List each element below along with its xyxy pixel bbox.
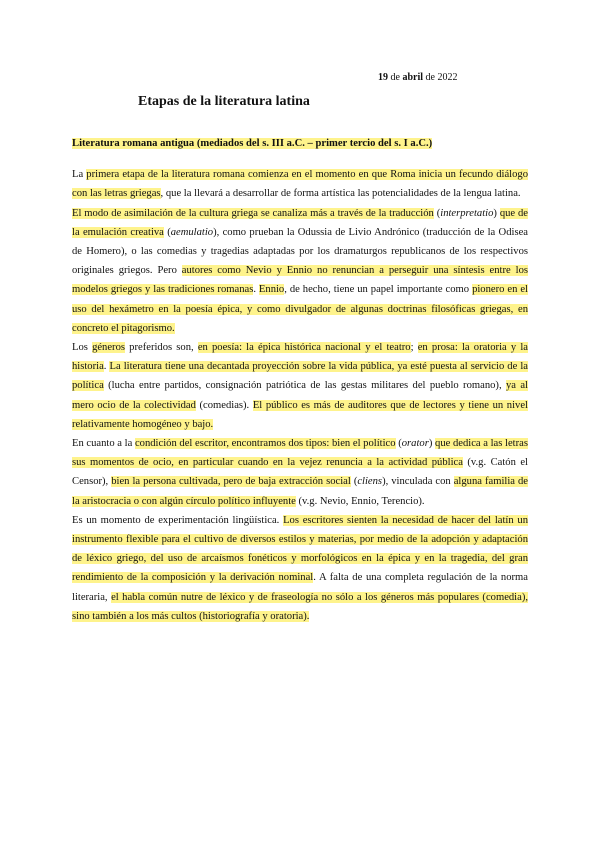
paragraph-text: ), vinculada con [382, 476, 454, 488]
italic-term: interpretatio [440, 207, 494, 219]
highlighted-text: que dedica a las letras sus momentos de ocio, en particular cuando en la vejez renuncia a la actividad pública [72, 438, 528, 469]
body-paragraph [72, 165, 528, 203]
paragraph-text: ( [433, 207, 441, 219]
section-heading [72, 134, 528, 153]
highlighted-text: que de la emulación creativa [72, 207, 528, 238]
paragraph-text: preferidos son, [125, 342, 198, 354]
body-paragraph [72, 338, 528, 434]
section-heading-text: Literatura romana antigua (mediados del s. III a.C. – primer tercio del s. I a.C.) [72, 138, 433, 149]
body-paragraph [72, 204, 528, 338]
paragraph-text: ) [428, 438, 436, 450]
italic-term: orator [401, 438, 429, 450]
italic-term: aemulatio [170, 226, 214, 238]
highlighted-text: el habla común nutre de léxico y de fraseología no sólo a los géneros más populares (comedia), sino también a los más cultos (historiografía y oratoria). [72, 591, 529, 622]
paragraphs [72, 165, 528, 626]
date-sep-2: de 2022 [423, 72, 458, 83]
highlighted-text: Ennio [258, 284, 285, 296]
paragraph-text: ) [493, 207, 500, 219]
highlighted-text: géneros [92, 342, 126, 354]
paragraph-text: La [72, 169, 87, 181]
paragraph-text: . [103, 361, 110, 373]
paragraph-text: . A falta de una completa regulación de la norma literaria, [72, 572, 528, 603]
paragraph-text: ( [395, 438, 402, 450]
highlighted-text: bien la persona cultivada, pero de baja extracción social [111, 476, 351, 488]
paragraph-text: . [253, 284, 259, 296]
paragraph-text: (comedias). [195, 399, 253, 411]
italic-term: cliens [357, 476, 383, 488]
highlighted-text: Los escritores sienten la necesidad de hacer del latín un instrumento flexible para el cultivo de diversos estilos y materias, por medio de la adopción y adaptación de léxico griego, del uso de arcaísmos fonéticos y morfológicos en la épica y en la tragedia, del gran rendimiento de la composición y la derivación nominal [72, 514, 529, 584]
document-date [378, 72, 457, 83]
paragraph-text: (v.g. Catón el Censor), [72, 457, 528, 488]
document-body [72, 134, 528, 626]
paragraph-text: , de hecho, tiene un papel importante como [284, 284, 473, 296]
paragraph-text: , que la llevará a desarrollar de forma artística las potencialidades de la lengua latina. [160, 188, 521, 200]
paragraph-text: ( [350, 476, 358, 488]
document-title: Etapas de la literatura latina [138, 94, 310, 109]
paragraph-text: En cuanto a la [72, 438, 135, 450]
paragraph-text: (v.g. Nevio, Ennio, Terencio). [295, 495, 425, 507]
paragraph-text: Los [72, 342, 93, 354]
date-day: 19 [378, 72, 388, 83]
highlighted-text: en prosa: la oratoria y la historia [72, 342, 528, 373]
highlighted-text: El modo de asimilación de la cultura griega se canaliza más a través de la traducción [72, 207, 434, 219]
date-sep-1: de [388, 72, 403, 83]
date-month: abril [402, 72, 424, 83]
paragraph-text: ; [410, 342, 418, 354]
highlighted-text: condición del escritor, encontramos dos tipos: bien el político [134, 438, 396, 450]
highlighted-text: alguna familia de la aristocracia o con algún círculo político influyente [72, 476, 528, 507]
highlighted-text: El público es más de auditores que de lectores y tiene un nivel relativamente homogéneo y bajo. [72, 399, 528, 430]
paragraph-text: (lucha entre partidos, consignación patriótica de las gestas militares del pueblo romano), [103, 380, 506, 392]
highlighted-text: ya al mero ocio de la colectividad [72, 380, 528, 411]
highlighted-text: pionero en el uso del hexámetro en la poesía épica, y como divulgador de algunas doctrinas filosóficas griegas, en concreto el pitagorismo. [72, 284, 528, 334]
body-paragraph [72, 511, 528, 626]
paragraph-text: ), como prueban la Odussia de Livio Andrónico (traducción de la Odisea de Homero), o las comedias y tragedias adaptadas por los dramaturgos republicanos de los respectivos originales griegos. Pero [72, 226, 528, 277]
highlighted-text: en poesía: la épica histórica nacional y el teatro [197, 342, 411, 354]
highlighted-text: La literatura tiene una decantada proyección sobre la vida pública, ya esté puesta al servicio de la política [72, 361, 528, 392]
body-paragraph [72, 434, 528, 511]
highlighted-text: autores como Nevio y Ennio no renuncian a perseguir una síntesis entre los modelos griegos y las tradiciones romanas [72, 265, 528, 296]
paragraph-text: ( [163, 226, 171, 238]
highlighted-text: primera etapa de la literatura romana comienza en el momento en que Roma inicia un fecundo diálogo con las letras griegas [72, 169, 528, 200]
paragraph-text: Es un momento de experimentación lingüística. [72, 514, 284, 526]
